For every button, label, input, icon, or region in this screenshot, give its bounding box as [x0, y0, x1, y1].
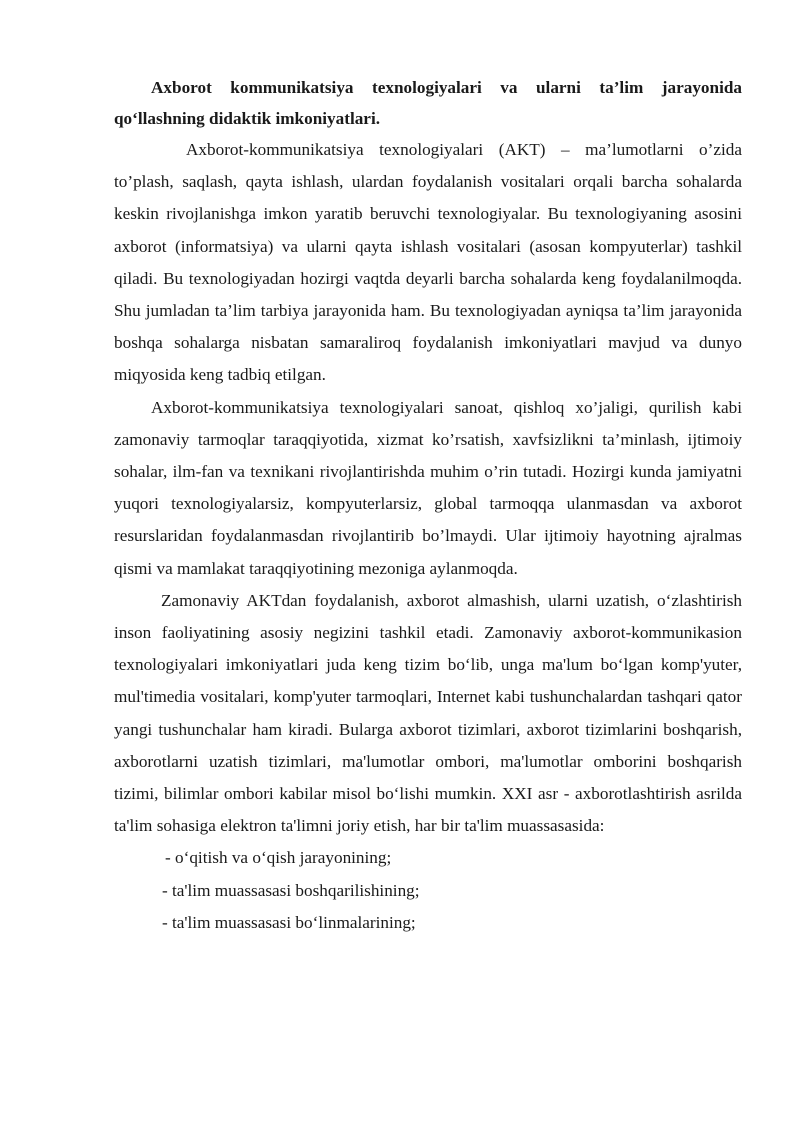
paragraph-3: Zamonaviy AKTdan foydalanish, axborot almashish, ularni uzatish, o‘zlashtirish inson faoliyatining asosiy negizini tashkil etadi. Zamonaviy axborot-kommunikasion texnologiyalari imkoniyatlari juda keng tizim bo‘lib, unga ma'lum bo‘lgan komp'yuter, mul'timedia vositalari, komp'yuter tarmoqlari, Internet kabi tushunchalardan tashqari qator yangi tushunchalar ham kiradi. Bularga axborot tizimlari, axborot tizimlarini boshqarish, axborotlarni uzatish tizimlari, ma'lumotlar ombori, ma'lumotlar omborini boshqarish tizimi, bilimlar ombori kabilar misol bo‘lishi mumkin. XXI asr - axborotlashtirish asrilda ta'lim sohasiga elektron ta'limni joriy etish, har bir ta'lim muassasasida:: [114, 590, 742, 836]
paragraph-1: Axborot-kommunikatsiya texnologiyalari (AKT) – ma’lumotlarni o’zida to’plash, saqlash, qayta ishlash, ulardan foydalanish vositalari orqali barcha sohalarda keskin rivojlanishga imkon yaratib beruvchi texnologiyalar. Bu texnologiyaning asosini axborot (informatsiya) va ularni qayta ishlash vositalari (asosan kompyuterlar) tashkil qiladi. Bu texnologiyadan hozirgi vaqtda deyarli barcha sohalarda keng foydalanilmoqda. Shu jumladan ta’lim tarbiya jarayonida ham. Bu texnologiyadan ayniqsa ta’lim jarayonida boshqa sohalarga nisbatan samaraliroq foydalanish imkoniyatlari mavjud va dunyo miqyosida keng tadbiq etilgan.: [114, 140, 742, 385]
document-title: Axborot kommunikatsiya texnologiyalari va ularni ta’lim jarayonida qo‘llashning didaktik imkoniyatlari.: [114, 78, 742, 128]
list-item: - ta'lim muassasasi boshqarilishining;: [162, 880, 420, 900]
list-item: - o‘qitish va o‘qish jarayonining;: [165, 848, 392, 868]
bullet-list: [114, 842, 742, 939]
list-item: - ta'lim muassasasi bo‘linmalarining;: [162, 912, 416, 932]
paragraph-2: Axborot-kommunikatsiya texnologiyalari sanoat, qishloq xo’jaligi, qurilish kabi zamonaviy tarmoqlar taraqqiyotida, xizmat ko’rsatish, xavfsizlikni ta’minlash, ijtimoiy sohalar, ilm-fan va texnikani rivojlantirishda muhim o’rin tutadi. Hozirgi kunda jamiyatni yuqori texnologiyalarsiz, kompyuterlarsiz, global tarmoqqa ulanmasdan va axborot resurslaridan foydalanmasdan rivojlantirib bo’lmaydi. Ular ijtimoiy hayotning ajralmas qismi va mamlakat taraqqiyotining mezoniga aylanmoqda.: [114, 397, 742, 578]
